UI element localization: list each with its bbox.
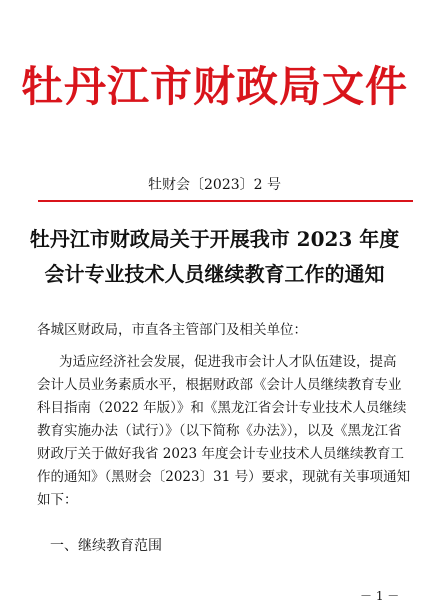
red-divider-line xyxy=(38,200,413,202)
paragraph-line-5: 财政厅关于做好我省 2023 年度会计专业技术人员继续教育工 xyxy=(37,446,404,462)
notice-title-line-1: 牡丹江市财政局关于开展我市 2023 年度 xyxy=(29,227,400,251)
notice-title-line-2: 会计专业技术人员继续教育工作的通知 xyxy=(44,262,385,286)
masthead-title: 牡丹江市财政局文件 xyxy=(20,62,408,111)
paragraph-line-6: 作的通知》（黑财会〔2023〕31 号）要求，现就有关事项通知 xyxy=(37,469,411,485)
page-number: － 1 － xyxy=(360,589,400,603)
paragraph-line-4: 教育实施办法（试行）》（以下简称《办法》），以及《黑龙江省 xyxy=(37,423,402,439)
section-heading: 一、继续教育范围 xyxy=(50,538,162,554)
paragraph-line-7: 如下： xyxy=(37,492,78,508)
paragraph-line-2: 会计人员业务素质水平，根据财政部《会计人员继续教育专业 xyxy=(37,377,402,393)
addressee: 各城区财政局，市直各主管部门及相关单位： xyxy=(37,322,307,338)
paragraph-line-1: 为适应经济社会发展，促进我市会计人才队伍建设，提高 xyxy=(59,354,397,370)
document-number: 牡财会〔2023〕2 号 xyxy=(148,177,281,193)
paragraph-line-3: 科目指南（2022 年版）》和《黑龙江省会计专业技术人员继续 xyxy=(37,400,407,416)
